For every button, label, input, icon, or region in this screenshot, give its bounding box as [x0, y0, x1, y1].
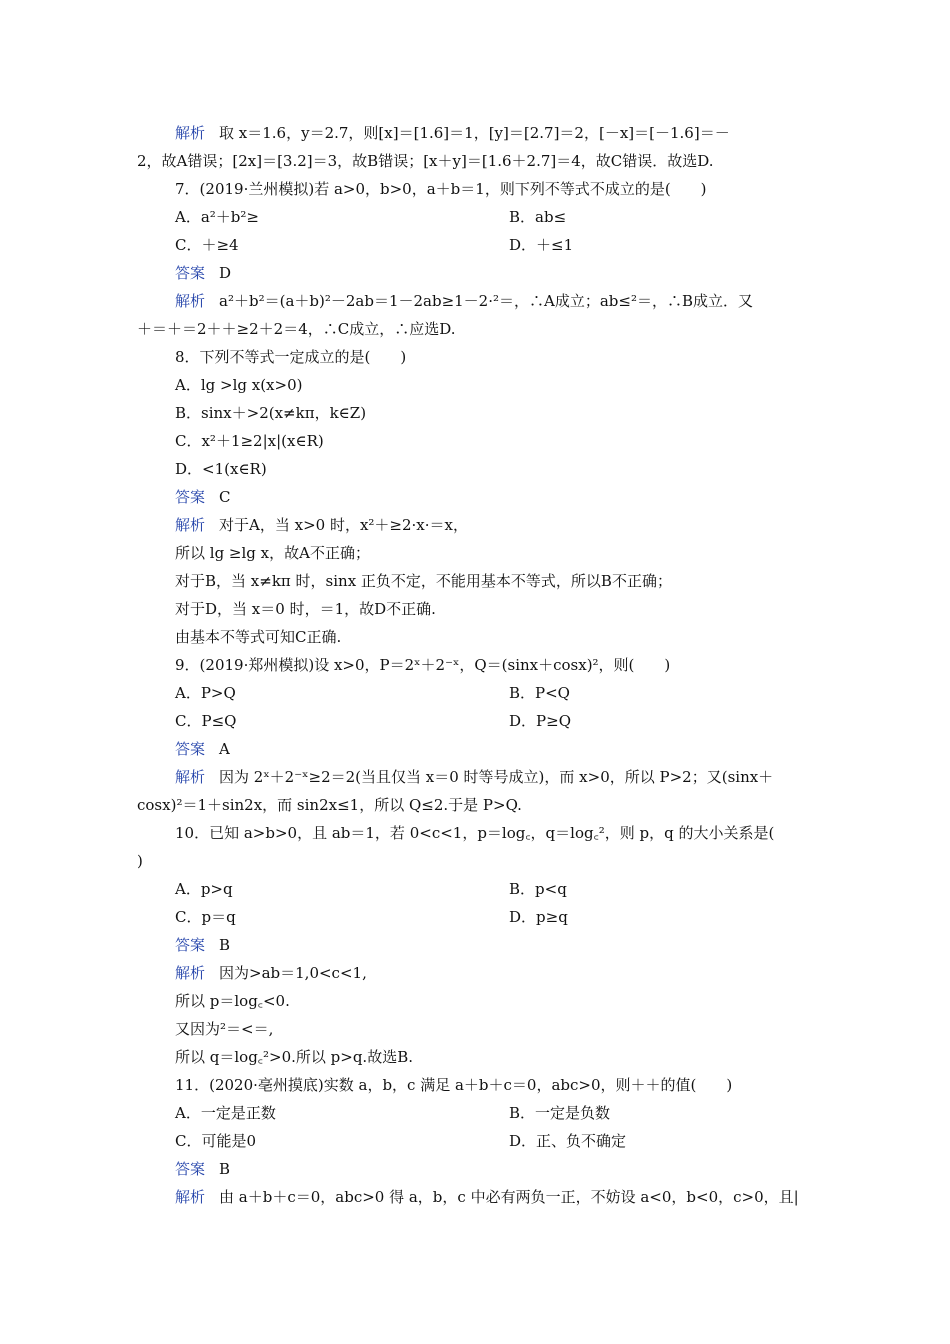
q9-answer: 答案 A — [175, 740, 230, 758]
q7-stem: 7．(2019·兰州模拟)若 a>0，b>0，a＋b＝1，则下列不等式不成立的是( ) — [175, 180, 707, 198]
answer-label: 答案 — [175, 936, 206, 954]
q8-option-c: C．x²＋1≥2|x|(x∈R) — [175, 432, 324, 450]
q8-analysis-line-4: 对于D，当 x＝0 时，＝1，故D不正确. — [175, 600, 436, 618]
q9-option-c: C．P≤Q — [175, 712, 237, 730]
q7-option-a: A．a²＋b²≥ — [175, 208, 259, 226]
q9-analysis-line-2: cosx)²＝1＋sin2x，而 sin2x≤1，所以 Q≤2.于是 P>Q. — [137, 796, 522, 814]
q9-option-d: D．P≥Q — [509, 712, 571, 730]
q8-analysis-line-3: 对于B，当 x≠kπ 时，sinx 正负不定，不能用基本不等式，所以B不正确； — [175, 572, 672, 590]
q10-analysis-line-3: 又因为²＝<＝, — [175, 1020, 274, 1038]
q8-analysis-line-1: 解析 对于A，当 x>0 时，x²＋≥2·x·＝x， — [175, 516, 468, 534]
q6-analysis-line-2: 2，故A错误；[2x]＝[3.2]＝3，故B错误；[x＋y]＝[1.6＋2.7]＝4，故C错误．故选D. — [137, 152, 714, 170]
q11-answer: 答案 B — [175, 1160, 231, 1178]
q8-answer: 答案 C — [175, 488, 231, 506]
q8-stem: 8．下列不等式一定成立的是( ) — [175, 348, 407, 366]
q9-stem: 9．(2019·郑州模拟)设 x>0，P＝2ˣ＋2⁻ˣ，Q＝(sinx＋cosx)²，则( ) — [175, 656, 671, 674]
q9-option-a: A．P>Q — [175, 684, 236, 702]
q6-analysis-line-1: 解析 取 x＝1.6，y＝2.7，则[x]＝[1.6]＝1，[y]＝[2.7]＝2，[－x]＝[－1.6]＝－ — [175, 124, 730, 142]
q10-stem-line-1: 10．已知 a>b>0，且 ab＝1，若 0<c<1，p＝log꜀，q＝log꜀²，则 p，q 的大小关系是( — [175, 824, 775, 842]
q10-analysis-line-2: 所以 p＝log꜀<0. — [175, 992, 290, 1010]
q9-analysis-line-1: 解析 因为 2ˣ＋2⁻ˣ≥2＝2(当且仅当 x＝0 时等号成立)，而 x>0，所以 P>2；又(sinx＋ — [175, 768, 774, 786]
q8-analysis-line-2: 所以 lg ≥lg x，故A不正确； — [175, 544, 370, 562]
q11-stem: 11．(2020·亳州摸底)实数 a，b，c 满足 a＋b＋c＝0，abc>0，则＋＋的值( ) — [175, 1076, 733, 1094]
q8-analysis-line-5: 由基本不等式可知C正确. — [175, 628, 342, 646]
analysis-label: 解析 — [175, 1188, 206, 1206]
q10-option-d: D．p≥q — [509, 908, 568, 926]
analysis-label: 解析 — [175, 124, 206, 142]
q7-option-b: B．ab≤ — [509, 208, 567, 226]
q10-analysis-line-4: 所以 q＝log꜀²>0.所以 p>q.故选B. — [175, 1048, 413, 1066]
q10-stem-line-2: ) — [137, 852, 143, 870]
answer-label: 答案 — [175, 488, 206, 506]
q11-option-d: D．正、负不确定 — [509, 1132, 627, 1150]
q10-analysis-line-1: 解析 因为>ab＝1,0<c<1, — [175, 964, 367, 982]
q10-option-b: B．p<q — [509, 880, 567, 898]
answer-label: 答案 — [175, 264, 206, 282]
q7-analysis-line-1: 解析 a²＋b²＝(a＋b)²－2ab＝1－2ab≥1－2·²＝，∴A成立；ab≤²＝，∴B成立．又 — [175, 292, 753, 310]
q11-option-b: B．一定是负数 — [509, 1104, 611, 1122]
q10-answer: 答案 B — [175, 936, 231, 954]
q7-answer: 答案 D — [175, 264, 232, 282]
q9-option-b: B．P<Q — [509, 684, 570, 702]
q10-option-c: C．p＝q — [175, 908, 236, 926]
analysis-label: 解析 — [175, 516, 206, 534]
q7-option-d: D．＋≤1 — [509, 236, 574, 254]
q8-option-a: A．lg >lg x(x>0) — [175, 376, 303, 394]
q10-option-a: A．p>q — [175, 880, 233, 898]
q11-analysis-line-1: 解析 由 a＋b＋c＝0，abc>0 得 a，b，c 中必有两负一正，不妨设 a<0，b<0，c>0，且| — [175, 1188, 799, 1206]
analysis-label: 解析 — [175, 768, 206, 786]
q11-option-c: C．可能是0 — [175, 1132, 257, 1150]
q7-option-c: C．＋≥4 — [175, 236, 239, 254]
q8-option-b: B．sinx＋>2(x≠kπ，k∈Z) — [175, 404, 367, 422]
analysis-label: 解析 — [175, 964, 206, 982]
answer-label: 答案 — [175, 1160, 206, 1178]
analysis-label: 解析 — [175, 292, 206, 310]
q8-option-d: D．<1(x∈R) — [175, 460, 267, 478]
q7-analysis-line-2: ＋＝＋＝2＋＋≥2＋2＝4，∴C成立，∴应选D. — [137, 320, 456, 338]
q11-option-a: A．一定是正数 — [175, 1104, 276, 1122]
answer-label: 答案 — [175, 740, 206, 758]
